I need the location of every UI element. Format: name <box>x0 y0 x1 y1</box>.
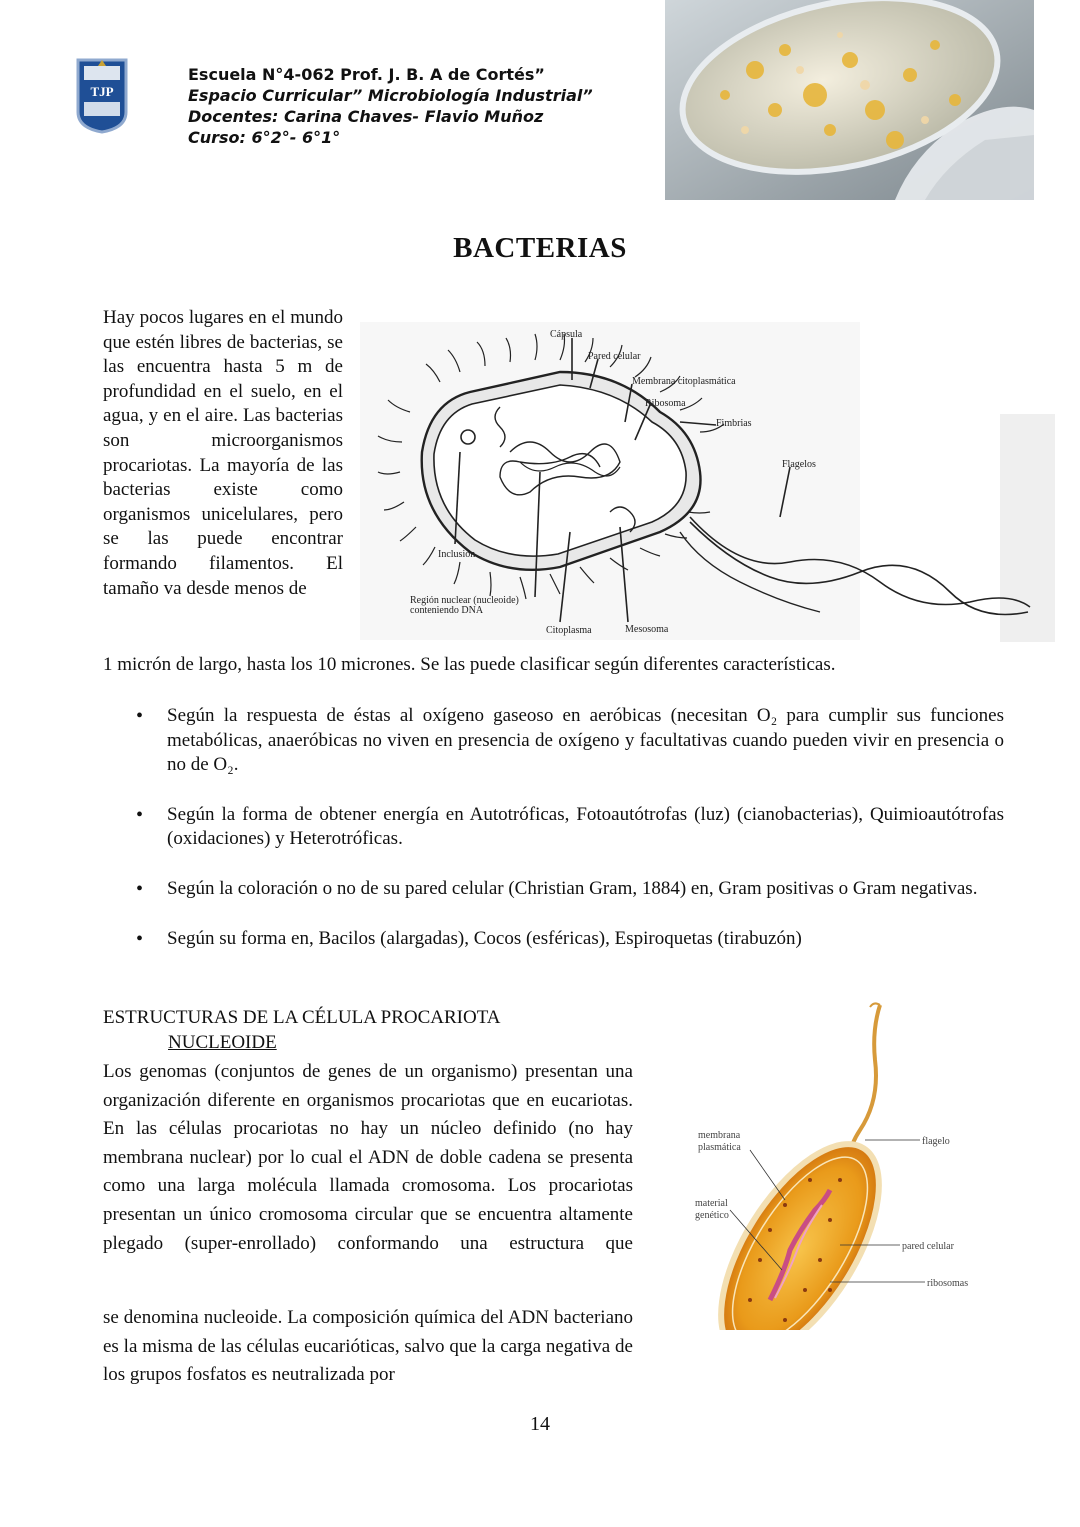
list-item: • Según su forma en, Bacilos (alargadas), Cocos (esféricas), Espiroquetas (tirabuzón) <box>136 927 1004 952</box>
label-plasmatica: plasmática <box>698 1142 741 1153</box>
label-ribosoma: Ribosoma <box>645 398 686 409</box>
intro-paragraph-tail: 1 micrón de largo, hasta los 10 micrones. Se las puede clasificar según diferentes características. <box>103 654 836 675</box>
subject-name: Espacio Curricular” Microbiología Industrial” <box>188 86 593 105</box>
logo-text: TJP <box>90 84 114 99</box>
bacillus-illustration <box>690 1000 990 1330</box>
classification-list <box>136 704 1004 976</box>
teachers-line: Docentes: Carina Chaves- Flavio Muñoz <box>188 107 544 126</box>
nucleoide-paragraph-continued: se denomina nucleoide. La composición química del ADN bacteriano es la misma de las células eucarióticas, salvo que la carga negativa de los grupos fosfatos es neutralizada por <box>103 1307 633 1386</box>
nucleoide-paragraph: Los genomas (conjuntos de genes de un organismo) presentan una organización diferente en organismos procariotas que en eucariotas. En las células procariotas no hay un núcleo definido (no hay membrana nuclear) por lo cual el ADN de doble cadena se presenta como una larga molécula llamada cromosoma. Los procariotas presentan un único cromosoma circular que se encuentra altamente plegado (super-enrollado) conformando una estructura que <box>103 1061 633 1254</box>
label-region-nuclear-2: conteniendo DNA <box>410 605 484 616</box>
section-title: ESTRUCTURAS DE LA CÉLULA PROCARIOTA <box>103 1007 501 1028</box>
label-fimbrias: Fimbrias <box>716 418 752 429</box>
label-region-nuclear: Región nuclear (nucleoide) <box>410 595 519 606</box>
label-ribosomas: ribosomas <box>927 1278 969 1289</box>
intro-paragraph: Hay pocos lugares en el mundo que estén libres de bacterias, se las encuentra hasta 5 m de profundidad en el suelo, en el agua, y en el aire. Las bacterias son microorganismos procariotas. La mayoría de las bacterias existe como organismos unicelulares, pero se las puede encontrar formando filamentos. El tamaño va desde menos de <box>103 307 343 599</box>
bacterial-cell-diagram <box>360 322 1055 642</box>
list-item: • Según la coloración o no de su pared celular (Christian Gram, 1884) en, Gram positivas o Gram negativas. <box>136 877 1004 902</box>
label-genetico: genético <box>695 1210 729 1221</box>
label-membrana: membrana <box>698 1130 741 1141</box>
page-title: BACTERIAS <box>453 232 627 264</box>
label-pared-celular: Pared celular <box>588 351 641 362</box>
label-capsula: Cápsula <box>550 329 583 340</box>
school-logo <box>74 56 130 134</box>
page-number: 14 <box>530 1413 550 1435</box>
label-flagelo: flagelo <box>922 1136 950 1147</box>
petri-dish-photo <box>665 0 1034 200</box>
label-citoplasma: Citoplasma <box>546 625 592 636</box>
label-mesosoma: Mesosoma <box>625 624 669 635</box>
course-line: Curso: 6°2°- 6°1° <box>188 128 341 147</box>
label-flagelos: Flagelos <box>782 459 816 470</box>
section-subtitle: NUCLEOIDE <box>168 1032 277 1053</box>
list-item: • Según la respuesta de éstas al oxígeno gaseoso en aeróbicas (necesitan O₂ para cumplir sus funciones metabólicas, anaeróbicas no viven en presencia de oxígeno y facultativas cuando pueden vivir en presencia o no de O₂. <box>136 704 1004 778</box>
label-membrana-citoplasmatica: Membrana citoplasmática <box>632 376 736 387</box>
label-pared-celular: pared celular <box>902 1241 954 1252</box>
list-item: • Según la forma de obtener energía en Autotróficas, Fotoautótrofas (luz) (cianobacterias), Quimioautótrofas (oxidaciones) y Heterotróficas. <box>136 803 1004 852</box>
label-inclusion: Inclusión <box>438 549 476 560</box>
document-header <box>188 64 593 148</box>
label-material: material <box>695 1198 728 1209</box>
school-name: Escuela N°4-062 Prof. J. B. A de Cortés” <box>188 65 545 84</box>
